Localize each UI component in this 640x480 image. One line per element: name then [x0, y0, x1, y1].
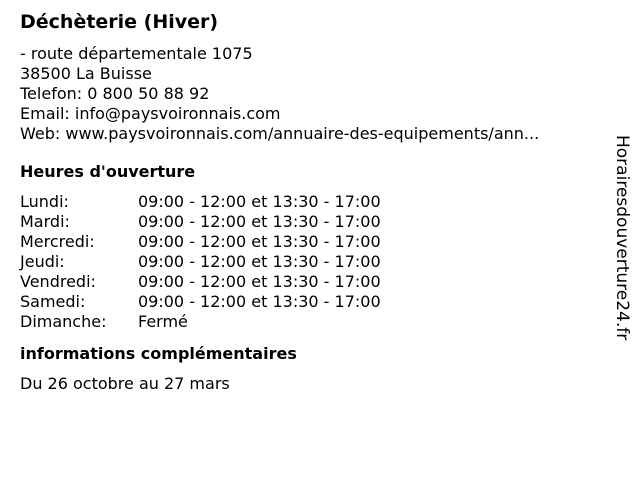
- hours-value: 09:00 - 12:00 et 13:30 - 17:00: [138, 232, 381, 251]
- opening-hours-heading: Heures d'ouverture: [20, 162, 196, 181]
- site-watermark: Horairesdouverture24.fr: [612, 135, 632, 341]
- additional-info-text: Du 26 octobre au 27 mars: [20, 374, 230, 393]
- hours-value: Fermé: [138, 312, 188, 331]
- hours-row-saturday: [20, 292, 381, 312]
- day-label: Lundi:: [20, 192, 69, 211]
- day-label: Jeudi:: [20, 252, 65, 271]
- day-label: Samedi:: [20, 292, 86, 311]
- day-label: Dimanche:: [20, 312, 107, 331]
- hours-value: 09:00 - 12:00 et 13:30 - 17:00: [138, 192, 381, 211]
- phone-number: Telefon: 0 800 50 88 92: [20, 84, 210, 103]
- city-address: 38500 La Buisse: [20, 64, 152, 83]
- hours-row-wednesday: [20, 232, 381, 252]
- hours-row-tuesday: [20, 212, 381, 232]
- hours-value: 09:00 - 12:00 et 13:30 - 17:00: [138, 272, 381, 291]
- hours-value: 09:00 - 12:00 et 13:30 - 17:00: [138, 252, 381, 271]
- hours-row-thursday: [20, 252, 381, 272]
- additional-info-heading: informations complémentaires: [20, 344, 297, 363]
- street-address: - route départementale 1075: [20, 44, 253, 63]
- hours-row-monday: [20, 192, 381, 212]
- opening-hours-card: [20, 10, 600, 394]
- day-label: Vendredi:: [20, 272, 96, 291]
- page-title: Déchèterie (Hiver): [20, 11, 219, 33]
- website-link: Web: www.paysvoironnais.com/annuaire-des-equipements/ann...: [20, 124, 540, 143]
- address-block: [20, 44, 600, 144]
- email-address: Email: info@paysvoironnais.com: [20, 104, 281, 123]
- hours-value: 09:00 - 12:00 et 13:30 - 17:00: [138, 212, 381, 231]
- hours-row-friday: [20, 272, 381, 292]
- day-label: Mercredi:: [20, 232, 95, 251]
- day-label: Mardi:: [20, 212, 70, 231]
- hours-row-sunday: [20, 312, 381, 332]
- hours-value: 09:00 - 12:00 et 13:30 - 17:00: [138, 292, 381, 311]
- opening-hours-table: [20, 192, 381, 332]
